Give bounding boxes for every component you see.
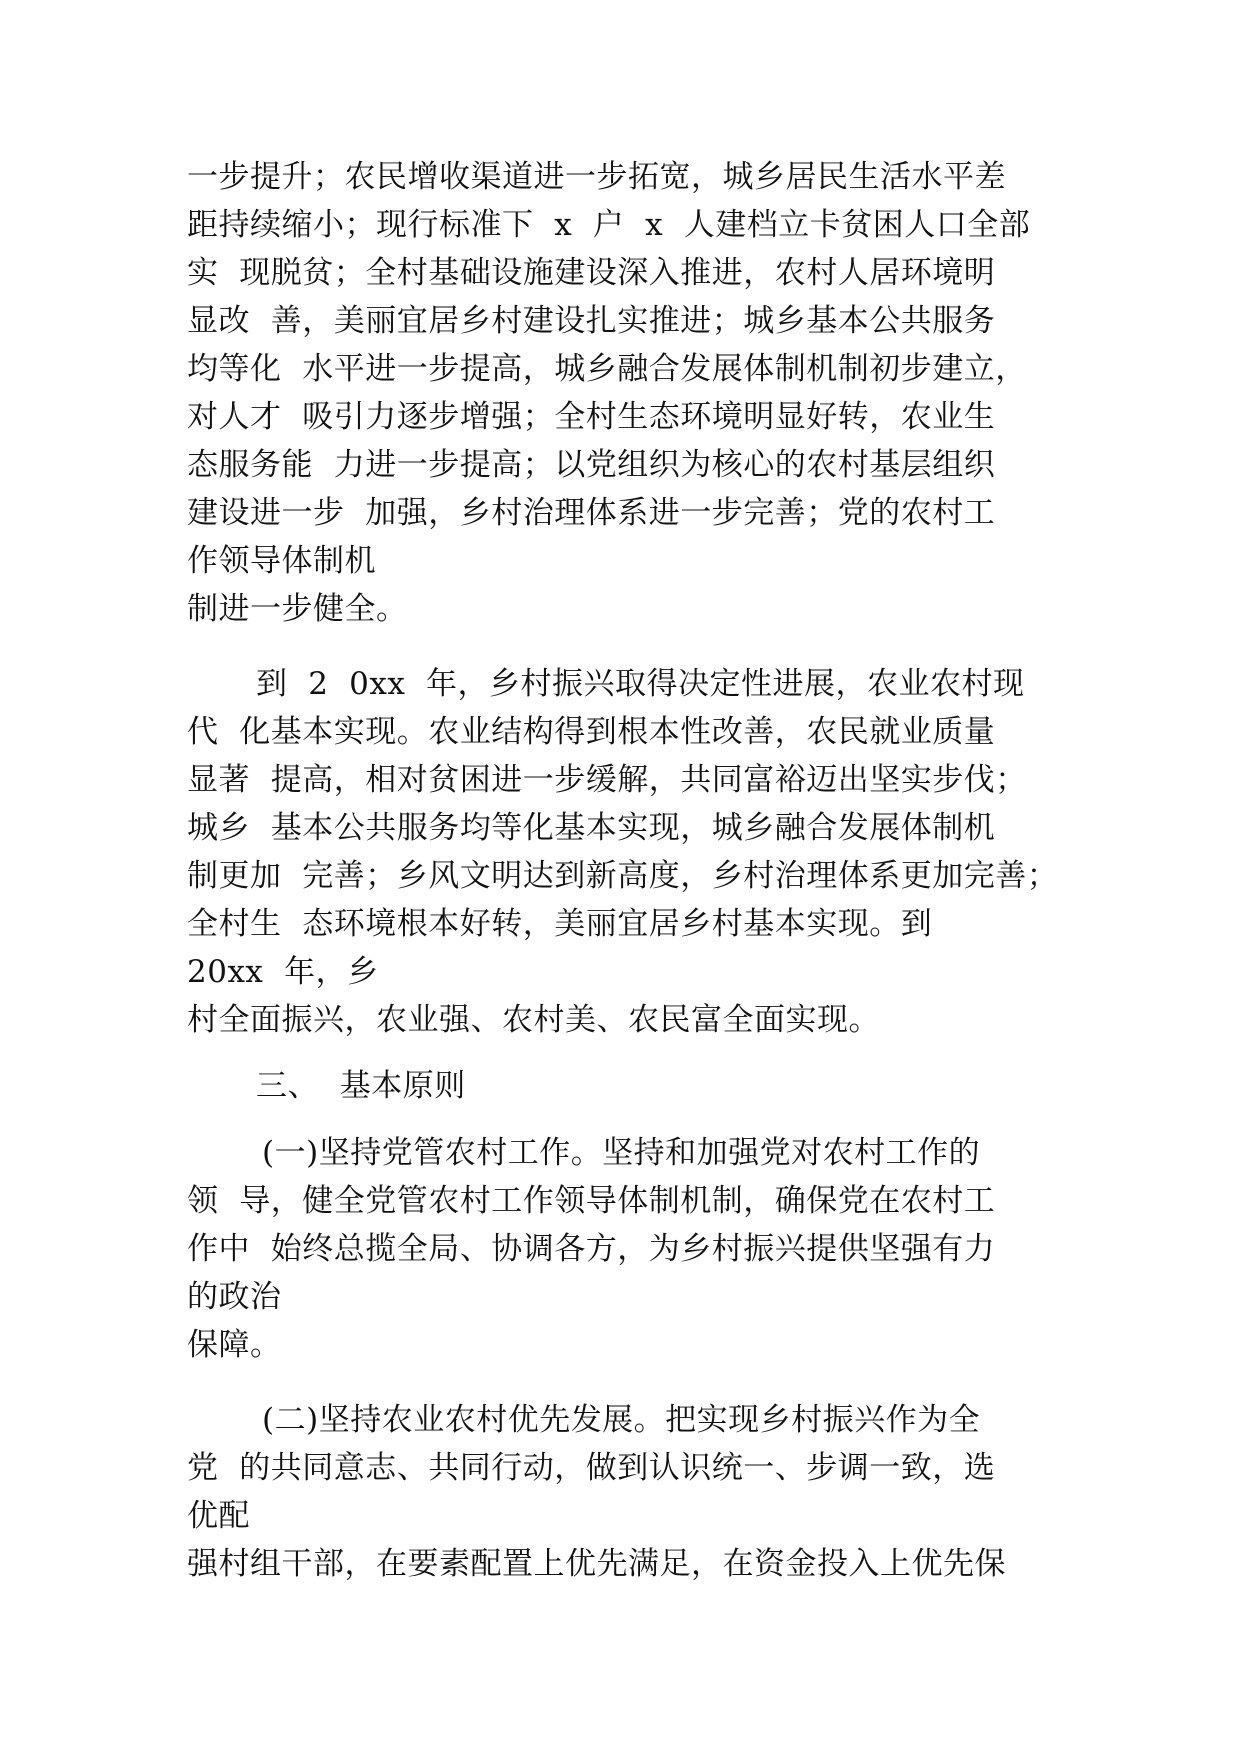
text-line: (一)坚持党管农村工作。坚持和加强党对农村工作的 [262, 1135, 981, 1171]
text-line: 建设进一步 加强，乡村治理体系进一步完善；党的农村工 [187, 495, 996, 531]
text-line: 显著 提高，相对贫困进一步缓解，共同富裕迈出坚实步伐； [187, 762, 1027, 798]
text-line: 制进一步健全。 [187, 591, 408, 627]
text-line: 城乡 基本公共服务均等化基本实现，城乡融合发展体制机 [187, 810, 996, 846]
text-line: 村全面振兴，农业强、农村美、农民富全面实现。 [187, 1002, 880, 1038]
text-line: 党 的共同意志、共同行动，做到认识统一、步调一致，选 [187, 1450, 996, 1486]
text-line: 优配 [187, 1498, 250, 1534]
text-line: 一步提升；农民增收渠道进一步拓宽，城乡居民生活水平差 [187, 159, 1006, 195]
text-line: (二)坚持农业农村优先发展。把实现乡村振兴作为全 [262, 1402, 981, 1438]
text-line: 强村组干部，在要素配置上优先满足，在资金投入上优先保 [187, 1546, 1006, 1582]
text-line: 的政治 [187, 1279, 282, 1315]
section-heading: 三、 基本原则 [256, 1068, 466, 1104]
text-line: 实 现脱贫；全村基础设施建设深入推进，农村人居环境明 [187, 255, 996, 291]
text-line: 制更加 完善；乡风文明达到新高度，乡村治理体系更加完善； [187, 858, 1059, 894]
text-line: 代 化基本实现。农业结构得到根本性改善，农民就业质量 [187, 714, 996, 750]
text-line: 态服务能 力进一步提高；以党组织为核心的农村基层组织 [187, 447, 996, 483]
text-line: 保障。 [187, 1327, 282, 1363]
text-line: 距持续缩小；现行标准下 x 户 x 人建档立卡贫困人口全部 [187, 207, 1031, 243]
text-line: 到 2 0xx 年，乡村振兴取得决定性进展，农业农村现 [256, 666, 1025, 702]
text-line: 领 导，健全党管农村工作领导体制机制，确保党在农村工 [187, 1183, 996, 1219]
text-line: 均等化 水平进一步提高，城乡融合发展体制机制初步建立， [187, 351, 1027, 387]
text-line: 作中 始终总揽全局、协调各方，为乡村振兴提供坚强有力 [187, 1231, 996, 1267]
text-line: 显改 善，美丽宜居乡村建设扎实推进；城乡基本公共服务 [187, 303, 996, 339]
text-line: 全村生 态环境根本好转，美丽宜居乡村基本实现。到 [187, 906, 933, 942]
text-line: 20xx 年，乡 [187, 954, 379, 990]
text-line: 作领导体制机 [187, 543, 376, 579]
text-line: 对人才 吸引力逐步增强；全村生态环境明显好转，农业生 [187, 399, 996, 435]
